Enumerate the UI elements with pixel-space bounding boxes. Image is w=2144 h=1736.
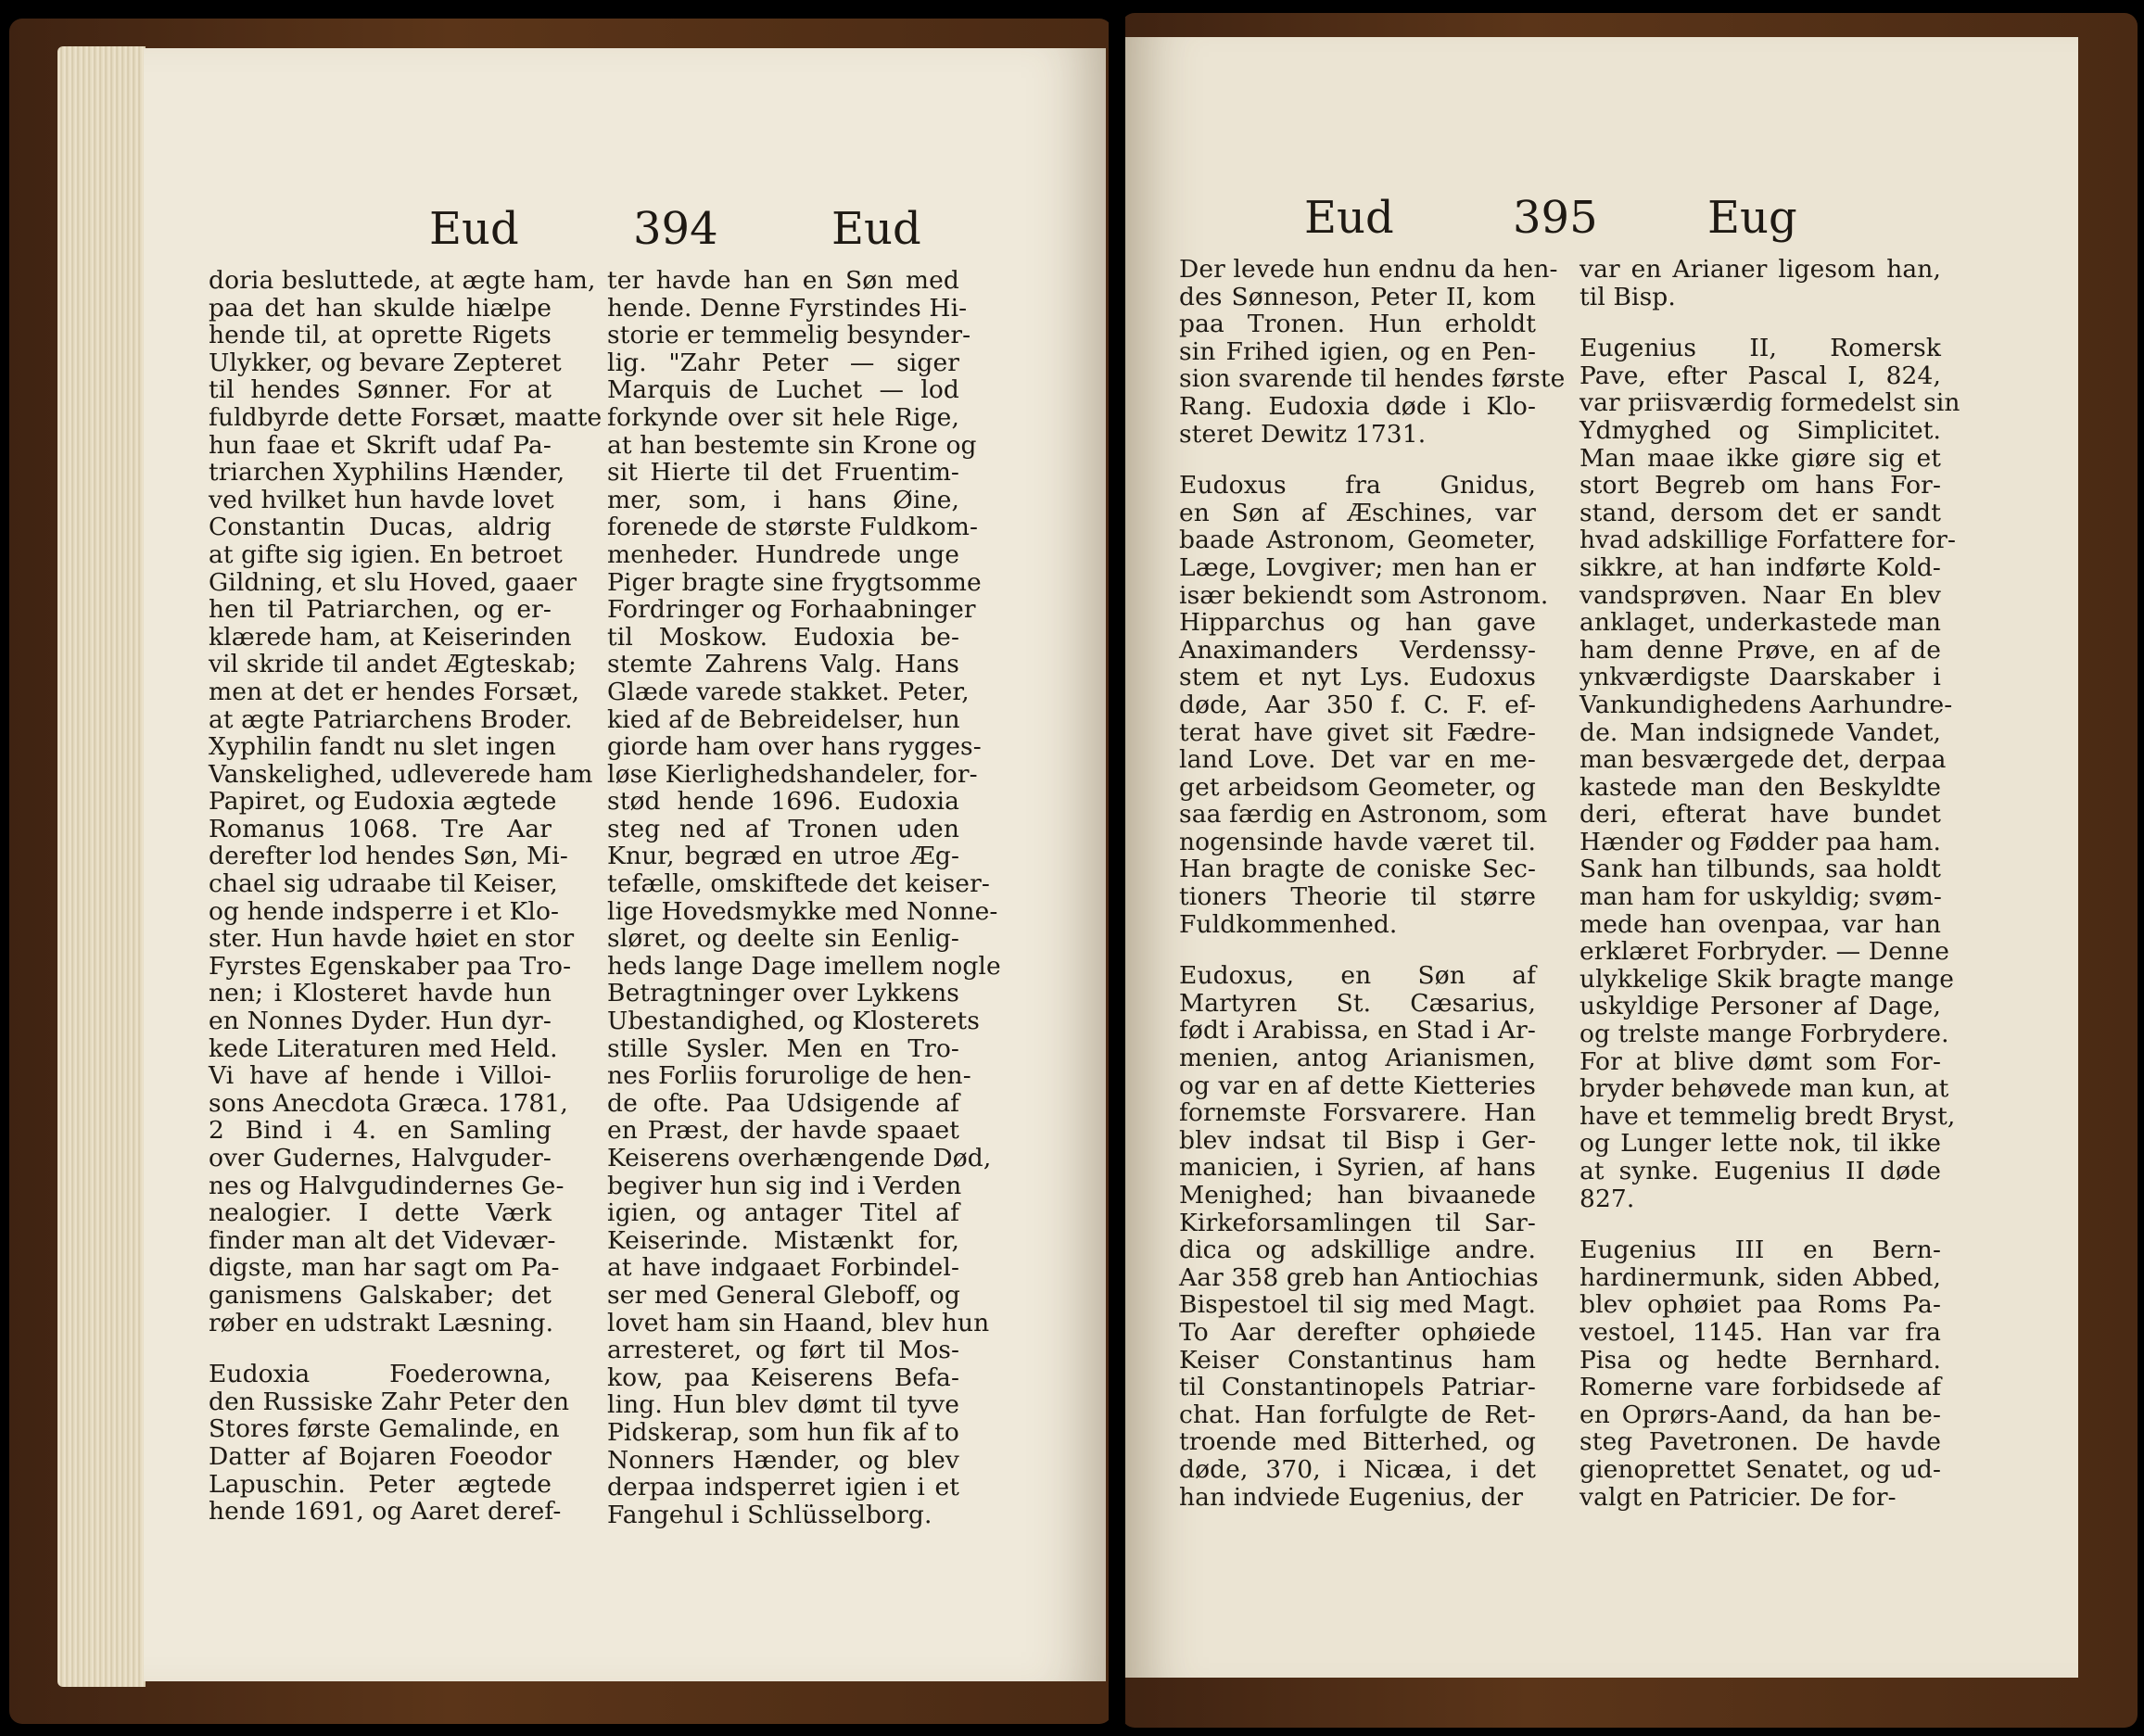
text-line: ster. Hun havde høiet en stor	[209, 924, 575, 954]
text-line: mede han ovenpaa, var han	[1579, 909, 1941, 939]
text-line: Lapuschin. Peter ægtede	[209, 1469, 552, 1499]
text-line: sløret, og deelte sin Eenlig-	[607, 924, 959, 954]
paragraph-gap	[1179, 938, 1536, 962]
text-line: og trelste mange Forbrydere.	[1579, 1020, 1949, 1049]
text-line: land Love. Det var en me-	[1179, 745, 1536, 775]
text-line: deri, efterat have bundet	[1579, 800, 1941, 830]
text-line: troende med Bitterhed, og	[1179, 1427, 1536, 1457]
text-line: Gildning, et slu Hoved, gaaer	[209, 567, 577, 597]
text-line: lovet ham sin Haand, blev hun	[607, 1308, 990, 1337]
text-line: Han bragte de coniske Sec-	[1179, 855, 1536, 884]
text-line: forkynde over sit hele Rige,	[607, 402, 959, 432]
text-line: heds lange Dage imellem nogle	[607, 951, 1001, 981]
text-line: steret Dewitz 1731.	[1179, 419, 1427, 449]
text-line: Pidskerap, som hun fik af to	[607, 1417, 959, 1447]
text-line: til Bisp.	[1579, 282, 1676, 311]
text-line: ham denne Prøve, en af de	[1579, 635, 1941, 665]
text-line: Papiret, og Eudoxia ægtede	[209, 787, 557, 817]
text-line: man ham for uskyldig; svøm-	[1579, 882, 1942, 912]
text-line: ganismens Galskaber; det	[209, 1280, 552, 1310]
text-line: hende til, at oprette Rigets	[209, 321, 552, 350]
text-line: arresteret, og ført til Mos-	[607, 1336, 959, 1365]
text-column-2	[1579, 255, 1960, 1512]
text-line: Man maae ikke giøre sig et	[1579, 443, 1941, 473]
text-line: bryder behøvede man kun, at	[1579, 1074, 1949, 1104]
text-line: storie er temmelig besynder-	[607, 321, 971, 350]
text-line: Eugenius III en Bern-	[1579, 1235, 1941, 1265]
text-line: var en Arianer ligesom han,	[1579, 255, 1941, 284]
text-line: Anaximanders Verdenssy-	[1179, 635, 1536, 665]
text-line: født i Arabissa, en Stad i Ar-	[1179, 1016, 1536, 1045]
text-line: Fangehul i Schlüsselborg.	[607, 1500, 932, 1529]
text-line: igien, og antager Titel af	[607, 1198, 959, 1228]
text-line: manicien, i Syrien, af hans	[1179, 1153, 1536, 1183]
text-line: 2 Bind i 4. en Samling	[209, 1116, 552, 1146]
text-line: des Sønneson, Peter II, kom	[1179, 282, 1536, 311]
text-line: ved hvilket hun havde lovet	[209, 485, 554, 514]
text-column-2	[607, 266, 1001, 1529]
text-line: Kirkeforsamlingen til Sar-	[1179, 1208, 1536, 1237]
text-line: Stores første Gemalinde, en	[209, 1414, 560, 1444]
text-line: digste, man har sagt om Pa-	[209, 1253, 560, 1283]
text-line: Bispestoel til sig med Magt.	[1179, 1290, 1536, 1320]
text-line: at han bestemte sin Krone og	[607, 430, 977, 460]
text-line: Ulykker, og bevare Zepteret	[209, 348, 562, 377]
text-line: uskyldige Personer af Dage,	[1579, 992, 1941, 1021]
text-line: finder man alt det Videvær-	[209, 1225, 556, 1255]
text-line: get arbeidsom Geometer, og	[1179, 772, 1536, 802]
text-line: til Constantinopels Patriar-	[1179, 1373, 1536, 1402]
text-line: hardinermunk, siden Abbed,	[1579, 1262, 1941, 1292]
paragraph-gap	[1579, 310, 1941, 335]
text-line: løse Kierlighedshandeler, for-	[607, 759, 978, 789]
text-line: ynkværdigste Daarskaber i	[1579, 663, 1941, 692]
text-line: vandsprøven. Naar En blev	[1579, 580, 1941, 610]
guide-word-right: Eud	[831, 203, 921, 255]
text-line: vestoel, 1145. Han var fra	[1579, 1317, 1941, 1347]
left-page	[144, 48, 1106, 1681]
text-line: giorde ham over hans rygges-	[607, 732, 982, 762]
text-line: Læge, Lovgiver; men han er	[1179, 552, 1536, 582]
text-line: Rang. Eudoxia døde i Klo-	[1179, 391, 1536, 421]
text-line: at have indgaaet Forbindel-	[607, 1253, 959, 1283]
text-line: lig. "Zahr Peter — siger	[607, 348, 959, 377]
text-line: fuldbyrde dette Forsæt, maatte	[209, 402, 603, 432]
text-line: han indviede Eugenius, der	[1179, 1482, 1524, 1512]
text-line: menien, antog Arianismen,	[1179, 1044, 1536, 1073]
text-line: Xyphilin fandt nu slet ingen	[209, 732, 556, 762]
text-line: Marquis de Luchet — lod	[607, 375, 959, 405]
text-column-1	[209, 266, 603, 1527]
text-line: stort Begreb om hans For-	[1579, 471, 1941, 501]
text-line: kow, paa Keiserens Befa-	[607, 1362, 959, 1392]
gutter	[1109, 0, 1125, 1736]
text-line: vil skride til andet Ægteskab;	[209, 650, 577, 679]
text-line: og Lunger lette nok, til ikke	[1579, 1129, 1941, 1159]
guide-word-left: Eud	[1304, 192, 1394, 244]
text-line: tioners Theorie til større	[1179, 882, 1536, 912]
text-line: den Russiske Zahr Peter den	[209, 1387, 570, 1416]
text-line: nogensinde havde været til.	[1179, 827, 1536, 856]
paragraph-gap	[1579, 1212, 1941, 1236]
guide-word-left: Eud	[429, 203, 519, 255]
text-line: stød hende 1696. Eudoxia	[607, 787, 959, 817]
text-line: Fyrstes Egenskaber paa Tro-	[209, 951, 572, 981]
text-line: Nonners Hænder, og blev	[607, 1445, 959, 1475]
text-line: mer, som, i hans Øine,	[607, 485, 959, 514]
text-line: stem et nyt Lys. Eudoxus	[1179, 663, 1536, 692]
text-line: en Nonnes Dyder. Hun dyr-	[209, 1007, 552, 1036]
text-line: Romerne vare forbidsede af	[1579, 1373, 1941, 1402]
text-line: at ægte Patriarchens Broder.	[209, 704, 573, 734]
text-line: stille Sysler. Men en Tro-	[607, 1033, 959, 1063]
text-line: Vankundighedens Aarhundre-	[1579, 690, 1953, 719]
text-line: Hænder og Fødder paa ham.	[1579, 827, 1941, 856]
text-line: at gifte sig igien. En betroet	[209, 539, 563, 569]
text-line: dica og adskillige andre.	[1179, 1235, 1536, 1265]
text-line: Romanus 1068. Tre Aar	[209, 814, 552, 843]
text-line: derefter lod hendes Søn, Mi-	[209, 842, 568, 871]
text-line: begiver hun sig ind i Verden	[607, 1171, 962, 1200]
text-line: Martyren St. Cæsarius,	[1179, 988, 1536, 1018]
text-line: sin Frihed igien, og en Pen-	[1179, 336, 1536, 366]
text-line: doria besluttede, at ægte ham,	[209, 266, 596, 295]
text-line: især bekiendt som Astronom.	[1179, 580, 1549, 610]
text-line: forenede de største Fuldkom-	[607, 513, 979, 542]
text-line: stand, dersom det er sandt	[1579, 498, 1941, 527]
text-line: nes Forliis forurolige de hen-	[607, 1061, 971, 1091]
text-line: til Moskow. Eudoxia be-	[607, 622, 959, 652]
right-page	[1123, 37, 2078, 1678]
text-line: paa det han skulde hiælpe	[209, 293, 552, 323]
text-line: 827.	[1579, 1184, 1635, 1213]
text-line: Ydmyghed og Simplicitet.	[1579, 415, 1941, 445]
text-line: Eudoxus, en Søn af	[1179, 961, 1536, 991]
text-line: nealogier. I dette Værk	[209, 1198, 552, 1228]
text-line: sons Anecdota Græca. 1781,	[209, 1088, 568, 1118]
text-line: man besværgede det, derpaa	[1579, 745, 1947, 775]
text-line: Sank han tilbunds, saa holdt	[1579, 855, 1941, 884]
text-line: hun faae et Skrift udaf Pa-	[209, 430, 552, 460]
text-line: fornemste Forsvarere. Han	[1179, 1098, 1536, 1128]
text-line: kede Literaturen med Held.	[209, 1033, 558, 1063]
text-column-1	[1179, 255, 1566, 1512]
text-line: derpaa indsperret igien i et	[607, 1473, 959, 1502]
text-line: Hipparchus og han gave	[1179, 608, 1536, 638]
text-line: terat have givet sit Fædre-	[1179, 717, 1536, 747]
text-line: To Aar derefter ophøiede	[1179, 1317, 1536, 1347]
text-line: døde, Aar 350 f. C. F. ef-	[1179, 690, 1536, 719]
text-line: en Søn af Æschines, var	[1179, 498, 1536, 527]
text-line: Piger bragte sine frygtsomme	[607, 567, 982, 597]
text-line: anklaget, underkastede man	[1579, 608, 1941, 638]
text-line: erklæret Forbryder. — Denne	[1579, 937, 1949, 967]
text-line: til hendes Sønner. For at	[209, 375, 552, 405]
text-line: Keiser Constantinus ham	[1179, 1345, 1536, 1375]
text-line: de. Man indsignede Vandet,	[1579, 717, 1941, 747]
text-line: Eugenius II, Romersk	[1579, 334, 1941, 363]
text-line: og var en af dette Kietteries	[1179, 1071, 1536, 1100]
text-line: Datter af Bojaren Foeodor	[209, 1441, 552, 1471]
text-line: sit Hierte til det Fruentim-	[607, 458, 959, 488]
text-line: klærede ham, at Keiserinden	[209, 622, 572, 652]
text-line: Aar 358 greb han Antiochias	[1179, 1262, 1539, 1292]
text-line: gienoprettet Senatet, og ud-	[1579, 1454, 1941, 1484]
text-line: hende 1691, og Aaret deref-	[209, 1497, 562, 1527]
text-line: baade Astronom, Geometer,	[1179, 526, 1536, 555]
text-line: kastede man den Beskyldte	[1579, 772, 1941, 802]
text-line: triarchen Xyphilins Hænder,	[209, 458, 565, 488]
text-line: ter havde han en Søn med	[607, 266, 959, 295]
text-line: Constantin Ducas, aldrig	[209, 513, 552, 542]
paragraph-gap	[1179, 448, 1536, 472]
text-line: at synke. Eugenius II døde	[1579, 1157, 1941, 1185]
text-line: Keiserinde. Mistænkt for,	[607, 1225, 959, 1255]
text-line: Eudoxia Foederowna,	[209, 1360, 552, 1389]
text-line: chael sig udraabe til Keiser,	[209, 869, 558, 899]
text-line: røber en udstrakt Læsning.	[209, 1308, 554, 1337]
text-line: Pisa og hedte Bernhard.	[1579, 1345, 1941, 1375]
text-line: hvad adskillige Forfattere for-	[1579, 526, 1957, 555]
text-line: ling. Hun blev dømt til tyve	[607, 1390, 959, 1420]
text-line: have et temmelig bredt Bryst,	[1579, 1101, 1956, 1131]
text-line: Vanskelighed, udleverede ham	[209, 759, 593, 789]
text-line: over Gudernes, Halvguder-	[209, 1144, 552, 1172]
text-line: sion svarende til hendes første	[1179, 364, 1566, 394]
text-line: Glæde varede stakket. Peter,	[607, 677, 970, 706]
text-line: Fordringer og Forhaabninger	[607, 595, 976, 625]
text-line: menheder. Hundrede unge	[607, 539, 959, 569]
text-line: en Præst, der havde spaaet	[607, 1116, 959, 1146]
text-line: Betragtninger over Lykkens	[607, 979, 959, 1008]
text-line: Ubestandighed, og Klosterets	[607, 1007, 980, 1036]
text-line: kied af de Bebreidelser, hun	[607, 704, 960, 734]
text-line: en Oprørs-Aand, da han be-	[1579, 1400, 1941, 1429]
text-line: var priisværdig formedelst sin	[1579, 388, 1960, 418]
text-line: Eudoxus fra Gnidus,	[1179, 471, 1536, 501]
page-number: 394	[633, 203, 718, 255]
text-line: lige Hovedsmykke med Nonne-	[607, 896, 998, 926]
text-line: døde, 370, i Nicæa, i det	[1179, 1454, 1536, 1484]
text-line: de ofte. Paa Udsigende af	[607, 1088, 959, 1118]
text-line: blev indsat til Bisp i Ger-	[1179, 1125, 1536, 1155]
text-line: valgt en Patricier. De for-	[1579, 1482, 1897, 1512]
text-line: paa Tronen. Hun erholdt	[1179, 310, 1536, 339]
paragraph-gap	[209, 1337, 552, 1361]
text-line: hen til Patriarchen, og er-	[209, 595, 552, 625]
text-line: men at det er hendes Forsæt,	[209, 677, 580, 706]
text-line: nes og Halvgudindernes Ge-	[209, 1171, 565, 1200]
text-line: steg ned af Tronen uden	[607, 814, 959, 843]
page-edges	[57, 46, 146, 1687]
page-number: 395	[1513, 192, 1598, 244]
text-line: ulykkelige Skik bragte mange	[1579, 964, 1955, 994]
text-line: og hende indsperre i et Klo-	[209, 896, 560, 926]
text-line: nen; i Klosteret havde hun	[209, 979, 552, 1008]
text-line: Fuldkommenhed.	[1179, 909, 1398, 939]
text-line: Pave, efter Pascal I, 824,	[1579, 361, 1941, 390]
text-line: chat. Han forfulgte de Ret-	[1179, 1400, 1536, 1429]
text-line: Vi have af hende i Villoi-	[209, 1061, 552, 1091]
text-line: Der levede hun endnu da hen-	[1179, 255, 1558, 284]
text-line: steg Pavetronen. De havde	[1579, 1427, 1941, 1457]
text-line: blev ophøiet paa Roms Pa-	[1579, 1290, 1941, 1320]
text-line: ser med General Gleboff, og	[607, 1280, 960, 1310]
text-line: saa færdig en Astronom, som	[1179, 800, 1548, 830]
text-line: tefælle, omskiftede det keiser-	[607, 869, 990, 899]
text-line: Menighed; han bivaanede	[1179, 1181, 1536, 1210]
guide-word-right: Eug	[1707, 192, 1797, 244]
text-line: sikkre, at han indførte Kold-	[1579, 552, 1941, 582]
text-line: For at blive dømt som For-	[1579, 1046, 1941, 1076]
text-line: Keiserens overhængende Død,	[607, 1144, 992, 1172]
text-line: hende. Denne Fyrstindes Hi-	[607, 293, 968, 323]
text-line: stemte Zahrens Valg. Hans	[607, 650, 959, 679]
text-line: Knur, begræd en utroe Æg-	[607, 842, 959, 871]
